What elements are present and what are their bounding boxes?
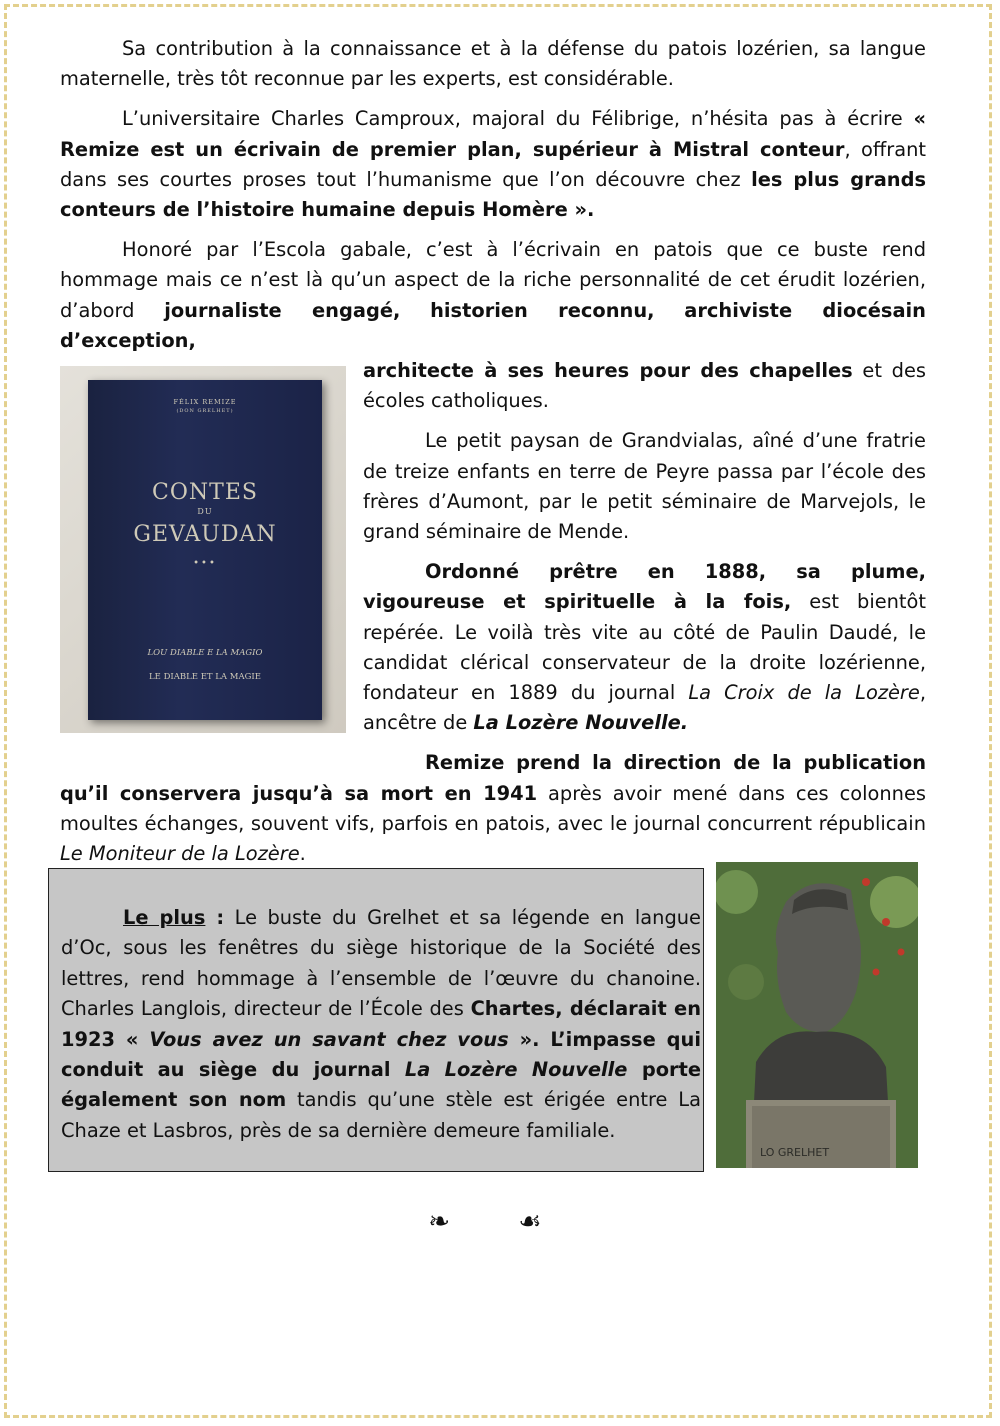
book-dots: ••• [193,558,217,569]
book-subtitle-fr: LE DIABLE ET LA MAGIE [149,672,261,682]
foliage [728,964,764,1000]
book-title-line3: GEVAUDAN [133,522,277,547]
bold-span: porte également son nom [61,1058,702,1112]
quote-italic: Vous avez un savant chez vous [149,1027,509,1051]
berry [882,918,890,926]
text-span [400,299,430,322]
italic-span: La Croix de la Lozère [688,681,920,705]
italic-span: Le Moniteur de la Lozère [60,842,300,866]
bold-span: Ordonné prêtre en 1888, sa plume, vigoureuse et spirituelle à la fois, [363,560,926,614]
foliage [716,870,758,914]
paragraph-patois: Sa contribution à la connaissance et à la défense du patois lozérien, sa langue maternelle, très tôt reconnue par les experts, est considérable. [60,37,926,91]
book-title-line1: CONTES [152,480,258,505]
bold-span: Chartes, déclarait en 1923 « [61,997,701,1051]
bust-inscription: LO GRELHET [760,1146,830,1159]
text-span: . [299,842,306,866]
bold-italic-span: La Lozère Nouvelle. [473,711,689,735]
le-plus-label: Le plus [123,906,206,929]
paragraph-architecte [363,356,926,416]
book-title-line2: DU [197,507,213,516]
bold-span: Remize prend la direction de la publication qu’il conservera jusqu’à sa mort en 1941 [60,751,926,805]
text-span: tandis qu’une stèle est érigée entre La Chaze et Lasbros, près de sa dernière demeure familiale. [61,1088,701,1142]
paragraph-grandvialas: Le petit paysan de Grandvialas, aîné d’une fratrie de treize enfants en terre de Peyre passa par l’école des frères d’Aumont, par le petit séminaire de Marvejols, le grand séminaire de Mende. [363,429,926,544]
quote-bold: les plus grands conteurs de l’histoire humaine depuis Homère ». [60,167,927,222]
text-span: Honoré par l’Escola gabale, c’est à l’écrivain en patois que ce buste rend hommage mais ce n’est là qu’un aspect de la riche personnalité de cet érudit lozérien, d’abord [60,238,926,322]
text-span [655,299,685,322]
berry [898,949,905,956]
bold-italic-span: La Lozère Nouvelle [404,1058,628,1082]
paragraph-ordonne [363,557,926,738]
paragraph-camproux [60,104,926,225]
bold-span: historien reconnu, [430,298,655,322]
text-span: et des écoles catholiques. [363,359,927,413]
right-column [363,356,926,738]
bust-photo [716,862,918,1168]
book-photo [60,366,346,733]
text-span: L’universitaire Charles Camproux, majoral du Félibrige, n’hésita pas à écrire [122,107,914,131]
paragraph-direction [60,748,926,869]
book-author: FÉLIX REMIZE [173,398,237,406]
book-cover [88,380,322,720]
book-author-sub: (DON GRELHET) [176,408,234,414]
text-span: , offrant dans ses courtes proses tout l’humanisme que l’on découvre chez [60,137,926,191]
bold-span: ». L’impasse qui conduit au siège du journal [61,1027,701,1082]
book-subtitle-oc: LOU DIABLE E LA MAGIO [147,648,263,658]
berry [862,878,870,886]
text-span: est bientôt repérée. Le voilà très vite au côté de Paulin Daudé, le candidat clérical conservateur de la droite lozérienne, fondateur en 1889 du journal [363,590,926,705]
le-plus-text [61,903,701,1146]
bust-illustration [716,862,918,1168]
bold-span: architecte à ses heures pour des chapelles [363,359,853,383]
bold-span: archiviste diocésain d’exception, [60,298,926,352]
text-span: , ancêtre de [363,681,927,735]
bold-span: journaliste engagé, [164,298,401,322]
bold-span: : [205,906,225,929]
text-span: Le buste du Grelhet et sa légende en langue d’Oc, sous les fenêtres du siège historique de la Société des lettres, rend hommage à l’ensemble de l’œuvre du chanoine. Charles Langlois, directeur de l’École des [61,906,701,1021]
paragraph-honore [60,235,926,356]
le-plus-box [48,868,704,1172]
quote-bold: « Remize est un écrivain de premier plan, supérieur à Mistral conteur [60,107,926,161]
ornament-divider: ❧ ☙ [428,1207,572,1237]
berry [873,969,880,976]
text-span: après avoir mené dans ces colonnes moultes échanges, souvent vifs, parfois en patois, avec le journal concurrent républicain [60,781,926,835]
